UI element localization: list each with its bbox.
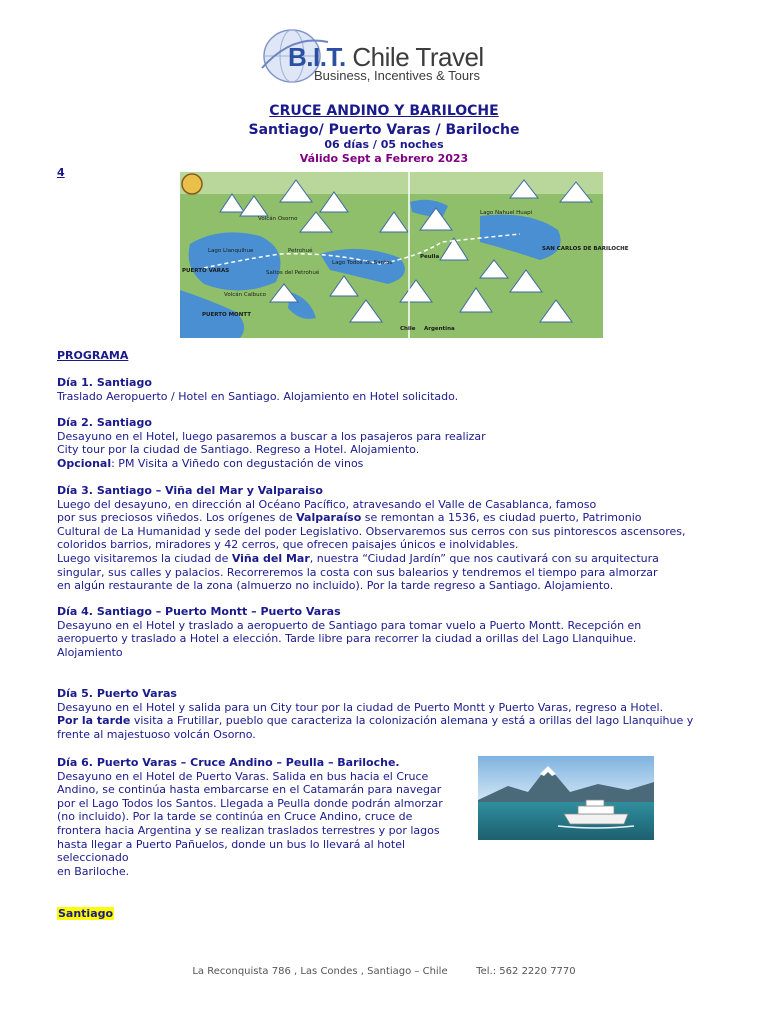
day-text-line: frontera hacia Argentina y se realizan traslados terrestres y por lagos [57,823,440,837]
page-number: 4 [57,166,65,179]
text-segment: , nuestra “Ciudad Jardín” que nos cautivará con su arquitectura [309,551,659,565]
day-text-line: coloridos barrios, miradores y 42 cerros, que ofrecen paisajes únicos e inolvidables. [57,538,519,552]
text-segment-bold: Por la tarde [57,714,131,728]
footer-address: La Reconquista 786 , Las Condes , Santiago – Chile [192,966,448,977]
day-text-line [57,714,717,728]
day-text-line: en Bariloche. [57,864,130,878]
route-map [180,172,629,338]
text-segment: visita a Frutillar, pueblo que caracteriza la colonización alemana y está a orillas del lago Llanquihue y [130,714,694,728]
optional-text: : PM Visita a Viñedo con degustación de vinos [111,456,364,470]
company-logo [256,24,516,88]
day-text-line: Desayuno en el Hotel y traslado a aeropuerto de Santiago para tomar vuelo a Puerto Montt. Recepción en [57,618,642,632]
map-label-lago-todos: Lago Todos los Santos [332,260,393,266]
map-label-puerto-varas: PUERTO VARAS [182,268,230,274]
day-3 [57,484,717,593]
day-text-line: aeropuerto y traslado a Hotel a elección. Tarde libre para recorrer la ciudad a orillas del Lago Llanquihue. [57,632,637,646]
text-segment: por sus preciosos viñedos. Los orígenes de [57,511,297,525]
day-text-line: frente al majestuoso volcán Osorno. [57,727,256,741]
day-text-line [57,552,717,566]
day-text-line: Alojamiento [57,645,123,659]
map-label-argentina: Argentina [424,326,455,332]
day-4 [57,605,717,659]
day-text-line: Traslado Aeropuerto / Hotel en Santiago. Alojamiento en Hotel solicitado. [57,389,459,403]
logo-brand-rest: Chile Travel [352,42,484,72]
catamaran-photo [478,756,654,840]
day-text-line: seleccionado [57,851,129,865]
day-text-line: Andino, se continúa hasta embarcarse en el Catamarán para navegar [57,783,442,797]
logo-brand-bit: B.I.T. [288,42,346,72]
page-title: CRUCE ANDINO Y BARILOCHE [269,103,499,119]
text-segment-bold: Valparaíso [296,511,362,525]
day-text-line: Desayuno en el Hotel y salida para un City tour por la ciudad de Puerto Montt y Puerto Varas, regreso a Hotel. [57,700,664,714]
day-1 [57,376,717,403]
day-text-line: Luego del desayuno, en dirección al Océano Pacífico, atravesando el Valle de Casablanca, famoso [57,497,597,511]
footer [0,966,768,977]
day-title: Día 5. Puerto Varas [57,687,177,700]
day-text-line [57,511,717,525]
day-title: Día 3. Santiago – Viña del Mar y Valparaiso [57,484,323,497]
program-heading: PROGRAMA [57,349,129,362]
map-label-volcan-osorno: Volcán Osorno [258,216,298,222]
text-segment: se remontan a 1536, es ciudad puerto, Patrimonio [361,511,642,525]
validity: Válido Sept a Febrero 2023 [299,152,469,165]
day-text-line: singular, sus calles y palacios. Recorreremos la costa con sus balearios y tendremos el tiempo para almorzar [57,565,658,579]
map-label-puerto-montt: PUERTO MONTT [202,312,251,318]
day-text-line: hasta llegar a Puerto Pañuelos, donde un bus lo llevará al hotel [57,837,406,851]
route-subtitle: Santiago/ Puerto Varas / Bariloche [248,122,520,138]
day-text-line: Desayuno en el Hotel de Puerto Varas. Salida en bus hacia el Cruce [57,769,429,783]
map-label-petrohue: Petrohué [288,248,313,254]
map-label-lago-nahuel: Lago Nahuel Huapi [480,210,533,216]
text-segment-bold: Viña del Mar [231,551,310,565]
highlight-label: Santiago [58,907,114,920]
day-5 [57,687,717,741]
day-title: Día 1. Santiago [57,376,152,389]
day-text-line: Desayuno en el Hotel, luego pasaremos a buscar a los pasajeros para realizar [57,429,486,443]
optional-label: Opcional [57,456,112,470]
day-text-line: Cultural de La Humanidad y sede del poder Legislativo. Observaremos sus cerros con sus pintorescos ascensores, [57,524,686,538]
day-text-line: City tour por la ciudad de Santiago. Regreso a Hotel. Alojamiento. [57,443,420,457]
map-label-lago-llanquihue: Lago Llanquihue [208,248,254,254]
footer-phone: Tel.: 562 2220 7770 [476,966,576,977]
day-text-line: en algún restaurante de la zona (almuerzo no incluido). Por la tarde regreso a Santiago. Alojamiento. [57,579,614,593]
day-title: Día 4. Santiago – Puerto Montt – Puerto Varas [57,605,341,618]
day-title: Día 2. Santiago [57,416,152,429]
logo-tagline: Business, Incentives & Tours [314,68,480,83]
day-text-line: (no incluido). Por la tarde se continúa en Cruce Andino, cruce de [57,810,413,824]
day-title: Día 6. Puerto Varas – Cruce Andino – Peulla – Bariloche. [57,756,400,769]
optional-line [57,457,717,471]
text-segment: Luego visitaremos la ciudad de [57,551,232,565]
map-label-san-carlos: SAN CARLOS DE BARILOCHE [542,246,629,252]
map-label-chile: Chile [400,326,416,332]
map-label-volcan-calbuco: Volcán Calbuco [224,292,266,298]
day-text-line: por el Lago Todos los Santos. Llegada a Peulla donde podrán almorzar [57,796,443,810]
day-6 [57,756,467,878]
map-label-saltos: Saltos del Petrohué [266,270,320,276]
map-label-peulla: Peulla [420,254,440,260]
day-2 [57,416,717,470]
duration: 06 días / 05 noches [324,138,444,151]
